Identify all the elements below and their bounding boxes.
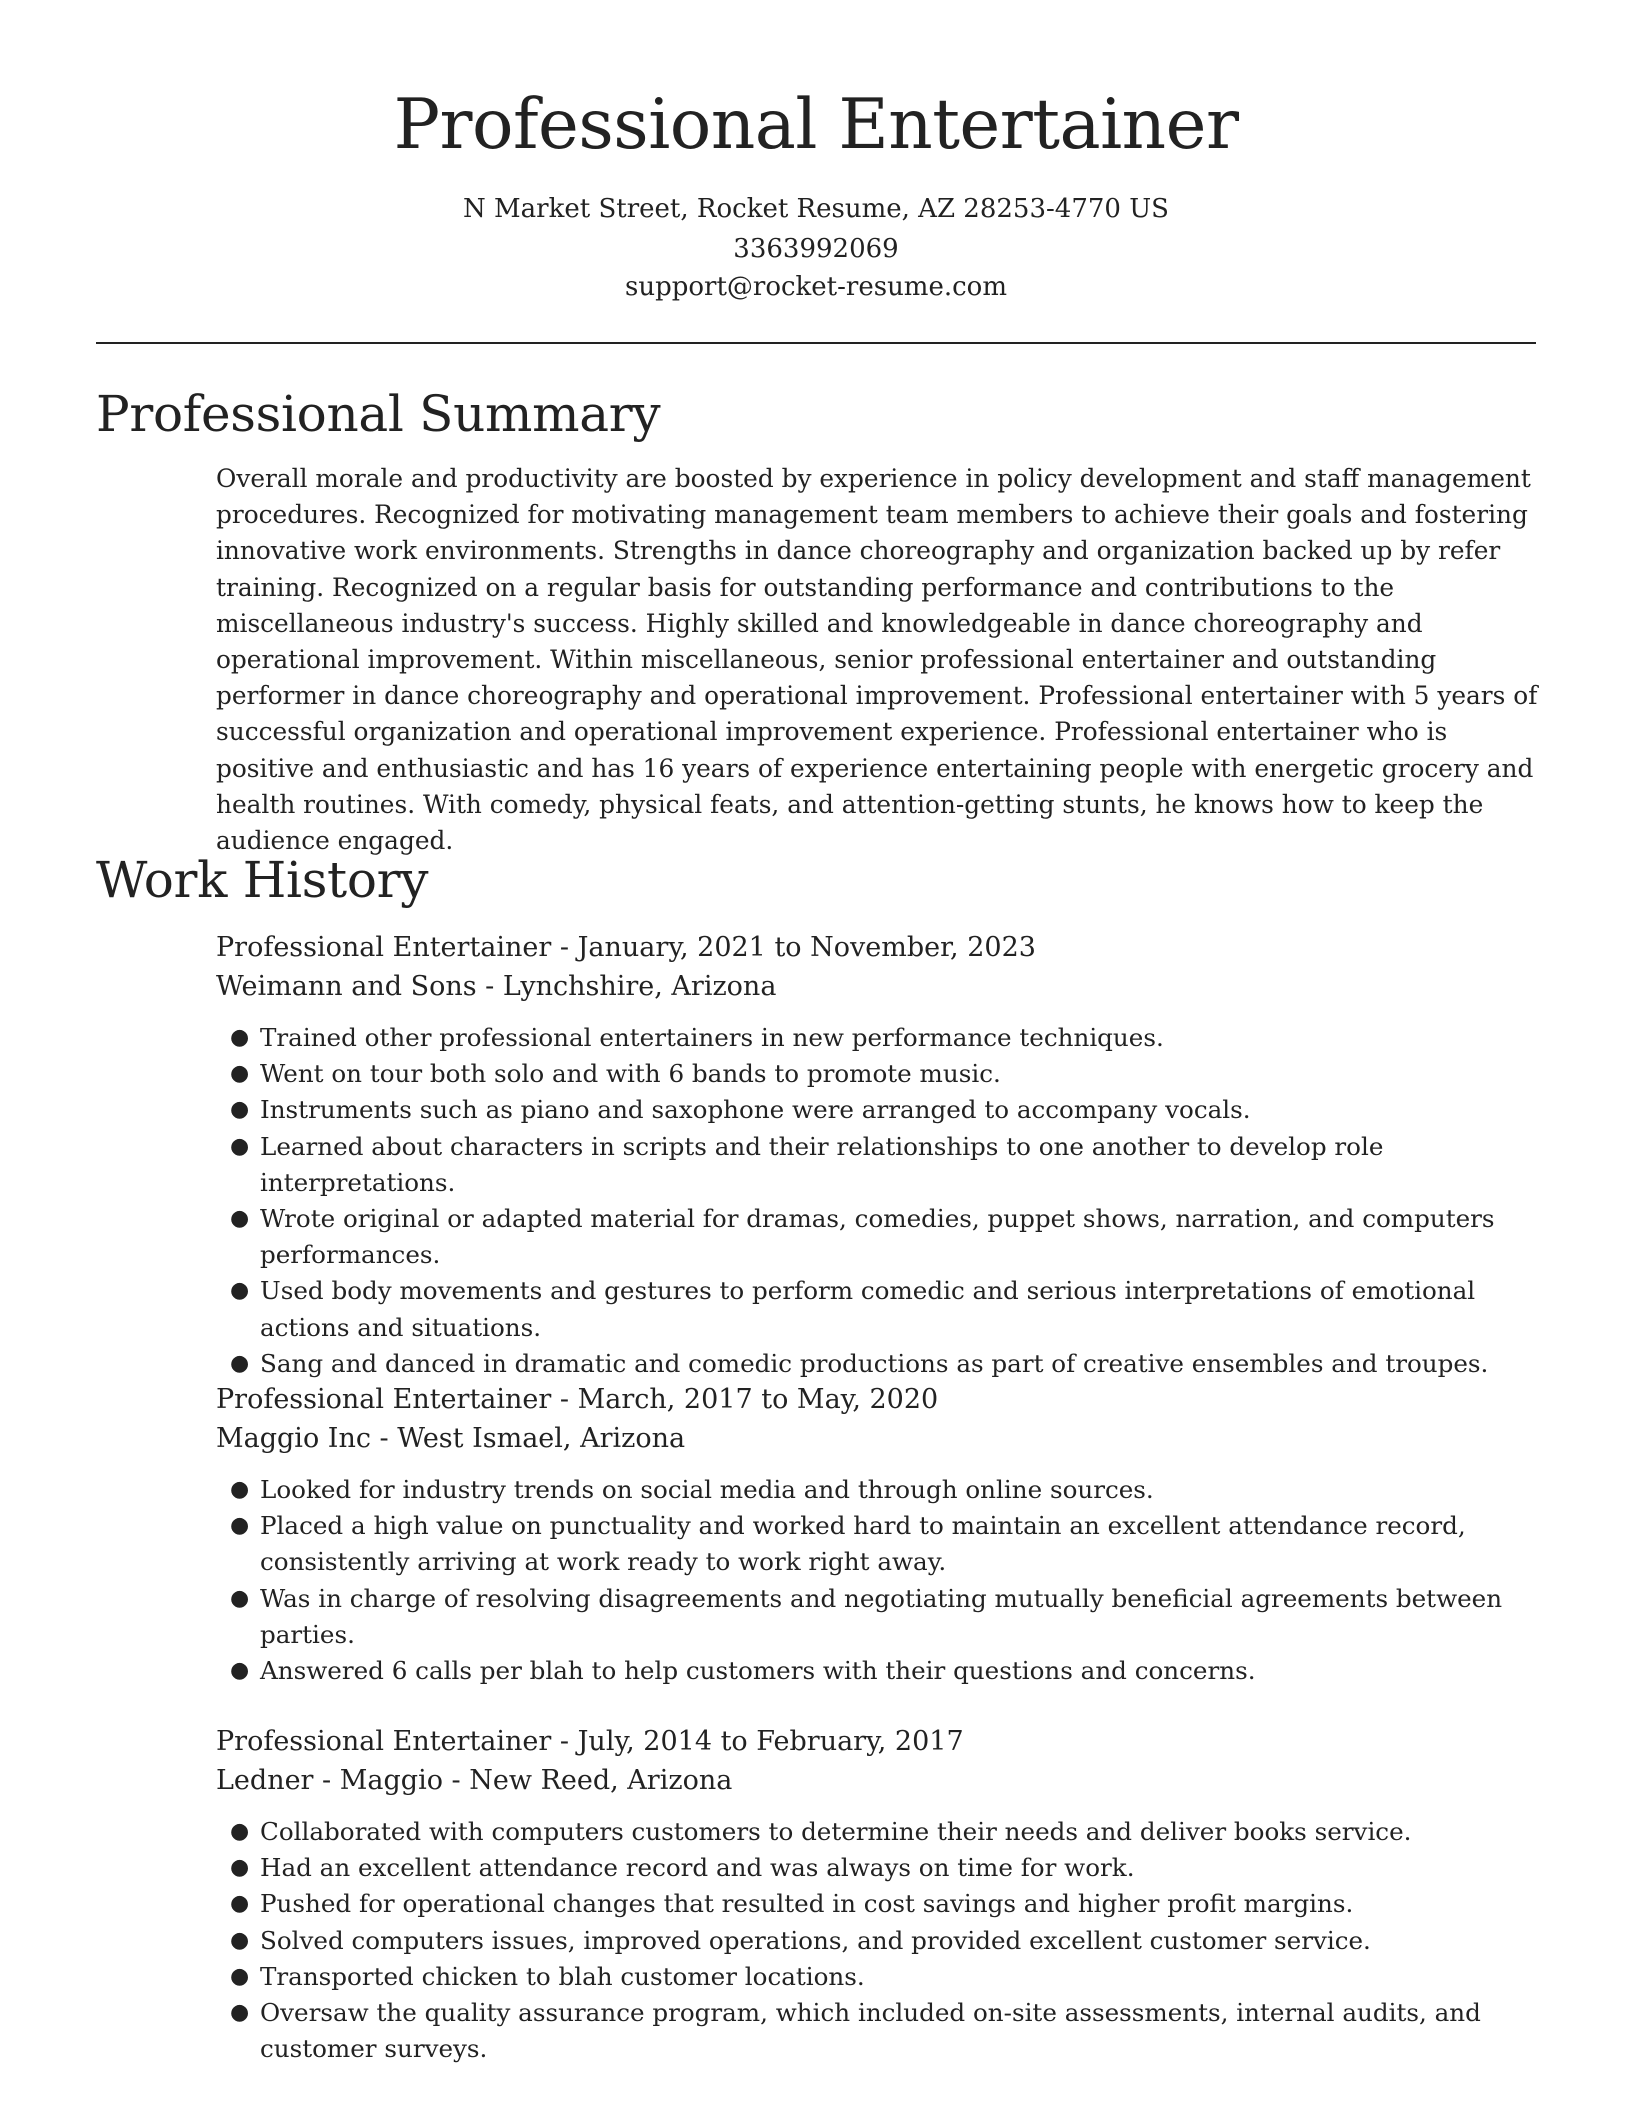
candidate-name: Professional Entertainer: [393, 85, 1239, 165]
job-company-line: [216, 1761, 1546, 1800]
job-company: Weimann and Sons: [216, 971, 477, 1002]
job-title-line: [216, 1380, 1546, 1419]
list-item-text: Looked for industry trends on social media and through online sources.: [260, 1475, 1154, 1504]
job-company-line: [216, 967, 1546, 1006]
contact-address: N Market Street, Rocket Resume, AZ 28253-4770 US: [463, 194, 1169, 224]
list-item: [216, 1995, 1546, 2067]
job-title: Professional Entertainer: [216, 1726, 552, 1757]
list-item-text: Instruments such as piano and saxophone were arranged to accompany vocals.: [260, 1095, 1251, 1125]
job-company-line: [216, 1419, 1546, 1458]
list-item: [216, 1886, 1546, 1922]
list-item: [216, 1092, 1546, 1128]
list-item-text: Trained other professional entertainers in new performance techniques.: [260, 1023, 1164, 1052]
list-item: [216, 1472, 1546, 1508]
list-item-text: Pushed for operational changes that resulted in cost savings and higher profit margins.: [260, 1889, 1354, 1919]
list-item: [216, 1959, 1546, 1995]
list-item-text: Used body movements and gestures to perform comedic and serious interpretations of emotional actions and situations.: [260, 1276, 1476, 1342]
list-item: [216, 1923, 1546, 1959]
bullet-icon: ●: [230, 1477, 250, 1502]
list-item: [216, 1273, 1546, 1345]
list-item: [216, 1653, 1546, 1689]
bullet-icon: ●: [230, 1061, 250, 1087]
list-item-text: Answered 6 calls per blah to help customers with their questions and concerns.: [260, 1656, 1256, 1686]
list-item: [216, 1850, 1546, 1886]
job-entry: [216, 1722, 1546, 2067]
bullet-icon: ●: [230, 2000, 250, 2026]
job-entry: [216, 1380, 1546, 1689]
summary-heading: Professional Summary: [96, 385, 661, 443]
bullet-icon: ●: [230, 1350, 250, 1376]
job-title-line: [216, 1722, 1546, 1761]
job-location: New Reed, Arizona: [469, 1765, 733, 1796]
list-item-text: Solved computers issues, improved operations, and provided excellent customer service.: [260, 1925, 1371, 1955]
list-item-text: Placed a high value on punctuality and worked hard to maintain an excellent attendance record, consistently arriving at work ready to work right away.: [260, 1511, 1466, 1577]
bullet-icon: ●: [230, 1927, 250, 1953]
job-title-separator: -: [551, 1726, 578, 1757]
bullet-icon: ●: [230, 1658, 250, 1684]
list-item-text: Collaborated with computers customers to determine their needs and deliver books service.: [260, 1817, 1412, 1846]
job-dates: March, 2017 to May, 2020: [577, 1384, 939, 1415]
list-item: [216, 1346, 1546, 1382]
job-company-separator: -: [442, 1765, 470, 1796]
list-item-text: Had an excellent attendance record and was always on time for work.: [260, 1853, 1135, 1883]
job-dates: July, 2014 to February, 2017: [577, 1726, 964, 1757]
contact-email: support@rocket-resume.com: [624, 272, 1007, 302]
job-title-line: [216, 928, 1546, 967]
bullet-icon: ●: [230, 1513, 250, 1539]
list-item: [216, 1581, 1546, 1653]
contact-phone: 3363992069: [733, 234, 899, 264]
list-item: [216, 1814, 1546, 1850]
bullet-icon: ●: [230, 1133, 250, 1159]
job-title-separator: -: [551, 932, 578, 963]
list-item: [216, 1056, 1546, 1092]
job-title: Professional Entertainer: [216, 1384, 552, 1415]
list-item: [216, 1201, 1546, 1273]
job-location: Lynchshire, Arizona: [502, 971, 777, 1002]
work-history-heading: Work History: [96, 851, 429, 909]
list-item-text: Transported chicken to blah customer locations.: [260, 1961, 865, 1991]
list-item: [216, 1020, 1546, 1056]
bullet-icon: ●: [230, 1278, 250, 1304]
job-dates: January, 2021 to November, 2023: [577, 932, 1036, 963]
list-item: [216, 1129, 1546, 1201]
job-company-separator: -: [370, 1423, 398, 1454]
job-company-separator: -: [476, 971, 503, 1002]
job-company: Ledner - Maggio: [216, 1765, 443, 1796]
summary-text: Overall morale and productivity are boosted by experience in policy development and staff management procedures. Recognized for motivating management team members to achieve their goals and fostering innovative work environments. Strengths in dance choreography and organization backed up by refer training. Recognized on a regular basis for outstanding performance and contributions to the miscellaneous industry's success. Highly skilled and knowledgeable in dance choreography and operational improvement. Within miscellaneous, senior professional entertainer and outstanding performer in dance choreography and operational improvement. Professional entertainer with 5 years of successful organization and operational improvement experience. Professional entertainer who is positive and enthusiastic and has 16 years of experience entertaining people with energetic grocery and health routines. With comedy, physical feats, and attention-getting stunts, he knows how to keep the audience engaged.: [216, 464, 1538, 856]
job-bullet-list: [216, 1472, 1546, 1689]
job-title: Professional Entertainer: [216, 932, 552, 963]
header-divider: [96, 342, 1536, 344]
bullet-icon: ●: [230, 1025, 250, 1050]
list-item-text: Oversaw the quality assurance program, which included on-site assessments, internal audits, and customer surveys.: [260, 1998, 1481, 2064]
bullet-icon: ●: [230, 1097, 250, 1123]
bullet-icon: ●: [230, 1206, 250, 1232]
job-title-separator: -: [551, 1384, 578, 1415]
job-location: West Ismael, Arizona: [397, 1423, 686, 1454]
list-item: [216, 1508, 1546, 1580]
bullet-icon: ●: [230, 1585, 250, 1611]
job-bullet-list: [216, 1814, 1546, 2067]
job-entry: [216, 928, 1546, 1382]
list-item-text: Learned about characters in scripts and their relationships to one another to develop role interpretations.: [260, 1131, 1384, 1197]
job-bullet-list: [216, 1020, 1546, 1382]
list-item-text: Was in charge of resolving disagreements and negotiating mutually beneficial agreements between parties.: [260, 1583, 1503, 1649]
list-item-text: Went on tour both solo and with 6 bands to promote music.: [260, 1059, 1001, 1089]
list-item-text: Wrote original or adapted material for dramas, comedies, puppet shows, narration, and computers performances.: [260, 1204, 1495, 1270]
list-item-text: Sang and danced in dramatic and comedic productions as part of creative ensembles and troupes.: [260, 1348, 1489, 1378]
job-company: Maggio Inc: [216, 1423, 371, 1454]
bullet-icon: ●: [230, 1963, 250, 1989]
bullet-icon: ●: [230, 1819, 250, 1844]
bullet-icon: ●: [230, 1891, 250, 1917]
bullet-icon: ●: [230, 1855, 250, 1881]
